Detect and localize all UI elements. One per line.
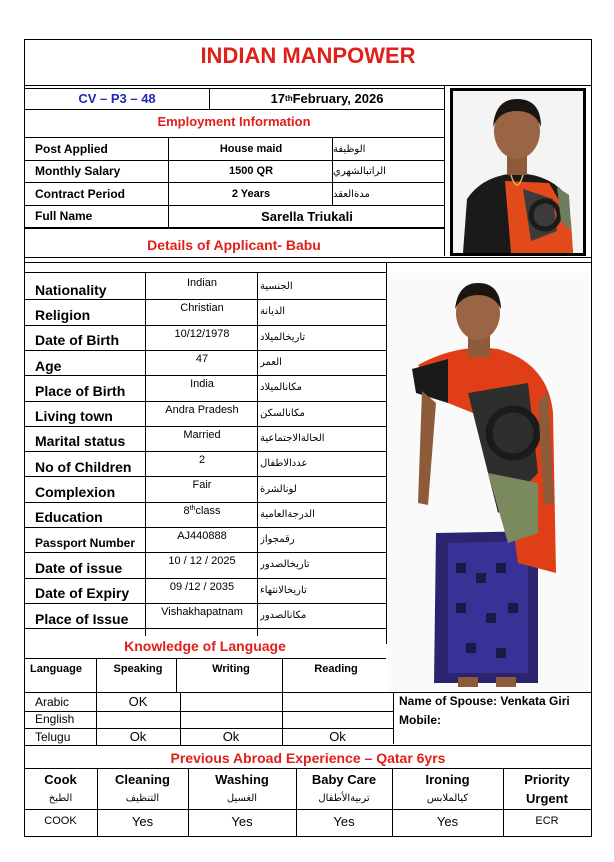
divider — [392, 768, 393, 836]
divider — [145, 272, 146, 636]
skill-arabic-label: التنظيف — [125, 793, 160, 804]
language-header-cell: Writing — [212, 663, 250, 675]
detail-label: Date of Birth — [35, 332, 119, 349]
skill-value: COOK — [44, 815, 77, 827]
skill-header: Baby Care — [311, 771, 377, 787]
divider — [96, 658, 97, 692]
detail-label: Passport Number — [35, 535, 136, 550]
language-header-cell: Reading — [314, 663, 358, 675]
detail-value: 10/12/1978 — [174, 327, 230, 340]
mobile-label: Mobile: — [399, 713, 441, 727]
divider — [503, 768, 504, 836]
language-name: Telugu — [35, 729, 71, 744]
divider — [176, 658, 177, 692]
full-body-illustration — [388, 273, 589, 691]
divider — [168, 138, 169, 227]
detail-value: Married — [183, 428, 221, 441]
divider — [282, 658, 283, 692]
skill-arabic-label: الغسيل — [226, 793, 258, 804]
detail-value: Vishakhapatnam — [161, 605, 243, 618]
language-name: Arabic — [35, 694, 70, 709]
detail-arabic-label: تاريخالميلاد — [260, 331, 306, 343]
spouse-name: Name of Spouse: Venkata Giri — [399, 694, 570, 708]
divider — [96, 692, 97, 745]
employment-value: 2 Years — [231, 188, 271, 200]
employment-label: Full Name — [35, 209, 93, 223]
language-speaking: Ok — [129, 729, 147, 744]
full-name-value: Sarella Triukali — [261, 208, 353, 224]
skill-arabic-label: الطبخ — [48, 793, 73, 804]
employment-arabic-label: الوظيفة — [333, 143, 366, 155]
language-header-cell: Language — [30, 663, 82, 675]
detail-label: Complexion — [35, 484, 116, 501]
detail-label: Date of Expiry — [35, 585, 130, 602]
detail-arabic-label: رقمجواز — [260, 534, 295, 546]
detail-value: 8 $^{th}$ class — [183, 504, 221, 517]
section-employment: Employment Information — [157, 113, 311, 129]
detail-label: Place of Issue — [35, 610, 129, 627]
skill-value: Yes — [333, 813, 355, 829]
language-reading — [283, 711, 392, 728]
language-reading: Ok — [329, 729, 346, 744]
detail-arabic-label: الديانة — [260, 306, 286, 318]
divider — [386, 262, 387, 644]
section-details: Details of Applicant- Babu — [147, 237, 321, 253]
detail-value: India — [190, 378, 214, 391]
detail-value: Christian — [180, 302, 224, 315]
divider — [97, 768, 98, 836]
skill-header: Cook — [44, 771, 77, 787]
section-experience: Previous Abroad Experience – Qatar 6yrs — [170, 750, 446, 766]
language-speaking — [97, 711, 179, 728]
detail-arabic-label: مكانالسكن — [260, 407, 305, 419]
detail-value: Fair — [192, 479, 212, 492]
skill-arabic-label: كيالملابس — [426, 793, 469, 804]
detail-arabic-label: تاريخالانتهاء — [260, 584, 307, 596]
detail-label: Living town — [35, 408, 113, 425]
detail-arabic-label: الحالةالاجتماعية — [260, 432, 325, 444]
detail-arabic-label: الجنسية — [260, 281, 293, 293]
section-language: Knowledge of Language — [124, 638, 286, 654]
divider — [180, 692, 181, 745]
divider — [296, 768, 297, 836]
skill-header: Priority — [524, 771, 570, 787]
detail-value: Indian — [187, 277, 217, 289]
language-reading — [283, 693, 392, 710]
divider — [257, 272, 258, 636]
divider — [188, 768, 189, 836]
divider — [24, 628, 386, 629]
skill-value: Yes — [436, 813, 459, 829]
detail-label: No of Children — [35, 458, 132, 475]
detail-value: 09 /12 / 2035 — [169, 580, 235, 593]
skill-header: Washing — [215, 771, 269, 787]
detail-value: 47 — [195, 352, 209, 365]
detail-label: Date of issue — [35, 559, 123, 576]
detail-arabic-label: تاريخالصدور — [260, 559, 310, 571]
skill-value: Yes — [131, 813, 154, 829]
divider — [24, 809, 592, 810]
employment-label: Contract Period — [35, 187, 126, 201]
detail-label: Age — [35, 357, 62, 374]
priority-value: Urgent — [526, 791, 568, 806]
detail-label: Education — [35, 509, 103, 526]
detail-arabic-label: عددالاطفال — [260, 458, 308, 470]
detail-arabic-label: لونالشرة — [260, 483, 297, 495]
skill-value: Yes — [231, 813, 253, 829]
divider — [332, 138, 333, 205]
detail-arabic-label: الدرجةالعامية — [260, 508, 315, 520]
detail-value: 10 / 12 / 2025 — [168, 555, 236, 568]
language-name: English — [35, 712, 75, 726]
cv-date: 17 th February, 2026 — [270, 91, 384, 106]
detail-arabic-label: مكانالصدور — [260, 610, 307, 622]
language-writing — [181, 693, 281, 710]
detail-label: Marital status — [35, 433, 126, 450]
detail-arabic-label: مكانالميلاد — [260, 382, 303, 394]
skill-header: Cleaning — [115, 771, 170, 787]
page-title: INDIAN MANPOWER — [200, 43, 416, 68]
detail-arabic-label: العمر — [260, 357, 282, 369]
detail-label: Place of Birth — [35, 382, 126, 399]
language-writing — [181, 711, 281, 728]
applicant-full-body-photo — [388, 273, 589, 691]
employment-label: Post Applied — [35, 142, 108, 156]
divider — [282, 692, 283, 745]
applicant-portrait-photo — [450, 88, 586, 256]
language-speaking: OK — [128, 694, 148, 709]
employment-label: Monthly Salary — [35, 164, 121, 178]
language-header-cell: Speaking — [113, 663, 163, 675]
employment-arabic-label: الراتبالشهري — [333, 165, 386, 177]
detail-value: 2 — [198, 454, 206, 467]
portrait-illustration — [453, 91, 583, 253]
detail-label: Religion — [35, 306, 91, 323]
language-writing: Ok — [222, 729, 240, 744]
skill-arabic-label: تربيةالأطفال — [318, 793, 370, 804]
detail-value: AJ440888 — [177, 530, 227, 542]
employment-value: 1500 QR — [228, 165, 274, 177]
detail-label: Nationality — [35, 281, 107, 298]
employment-value: House maid — [219, 143, 283, 155]
employment-arabic-label: مدةالعقد — [333, 188, 370, 200]
detail-value: Andra Pradesh — [165, 403, 239, 416]
skill-value: ECR — [535, 815, 559, 827]
cv-code: CV – P3 – 48 — [78, 91, 156, 106]
skill-header: Ironing — [425, 771, 470, 787]
